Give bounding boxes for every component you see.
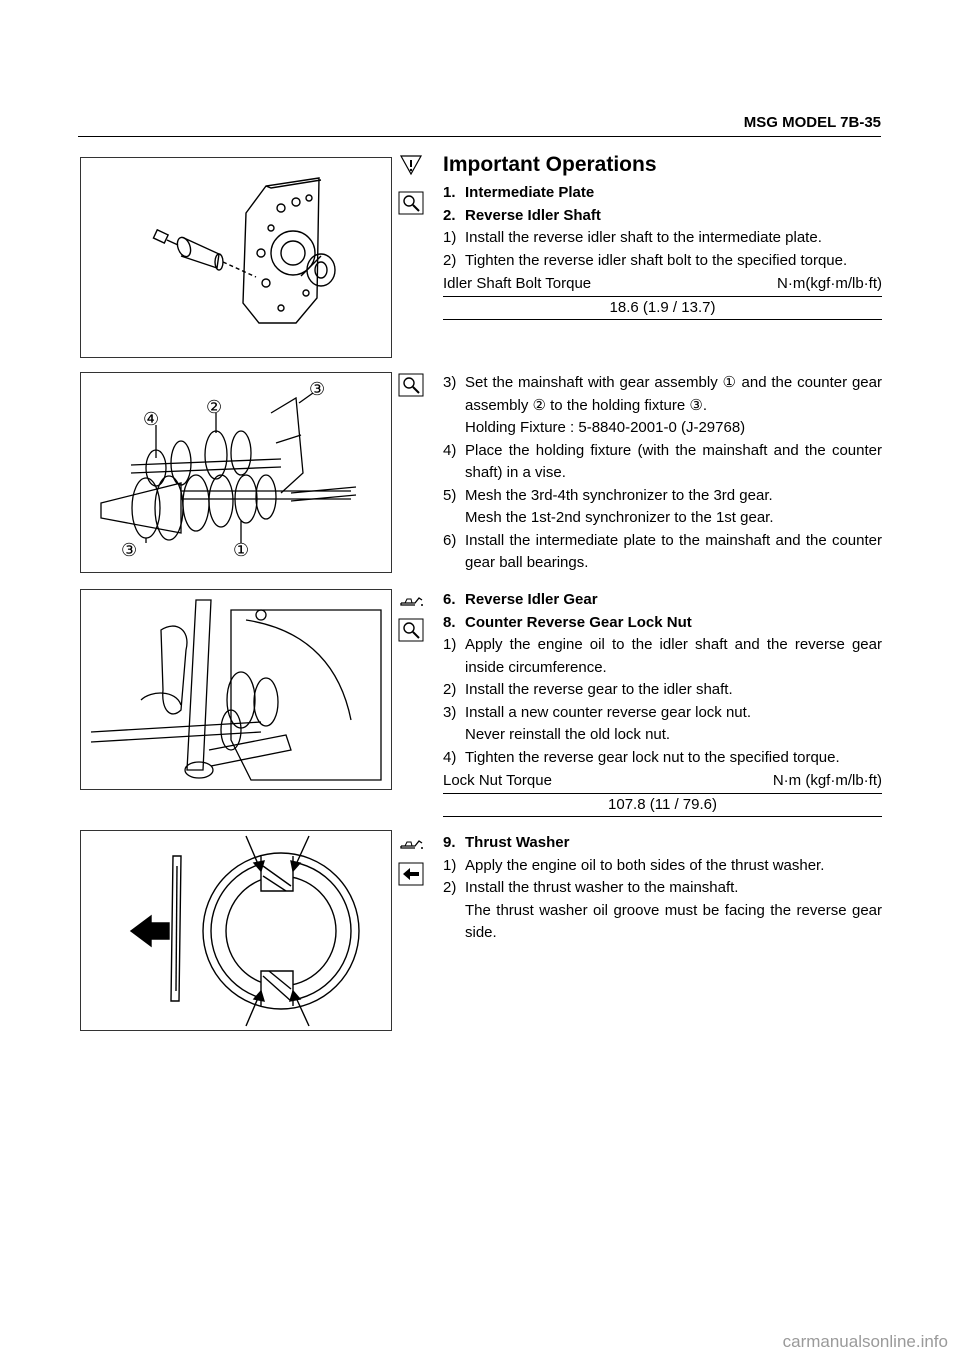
inspect-icon [397, 190, 427, 214]
torque-spec-header [443, 770, 882, 794]
callout-1: ① [233, 540, 250, 561]
list-item: 2. Reverse Idler Shaft [443, 206, 601, 224]
callout-3-top: ③ [309, 379, 326, 400]
inspect-icon [397, 372, 427, 396]
callout-3-bottom: ③ [121, 540, 138, 561]
torque-spec-value: 18.6 (1.9 / 13.7) [443, 297, 882, 321]
torque-spec-value: 107.8 (11 / 79.6) [443, 794, 882, 818]
reverse-idler-gear-illustration [81, 590, 391, 789]
section-gear-assembly [443, 372, 882, 575]
section-thrust-washer [443, 832, 882, 945]
spec-label: Idler Shaft Bolt Torque [443, 275, 592, 292]
thrust-washer-illustration [81, 831, 391, 1030]
inspect-icon [397, 617, 427, 641]
step: 4) Place the holding fixture (with the mainshaft and the counter shaft) in a vise. [443, 441, 882, 481]
spec-unit: N·m (kgf·m/lb·ft) [772, 772, 882, 789]
spec-unit: N·m(kgf·m/lb·ft) [777, 275, 882, 292]
step: 2) Tighten the reverse idler shaft bolt to the specified torque. [443, 251, 848, 269]
list-item: 6. Reverse Idler Gear [443, 591, 598, 608]
step: 1) Apply the engine oil to the idler shaft and the reverse gear inside circumference. [443, 636, 882, 676]
section-reverse-idler-gear [443, 589, 882, 817]
list-item: 8. Counter Reverse Gear Lock Nut [443, 613, 692, 631]
warning-icon [397, 152, 427, 176]
intermediate-plate-illustration [81, 158, 391, 357]
gear-assembly-illustration [81, 373, 391, 572]
oil-can-icon [397, 589, 427, 613]
step-note: The thrust washer oil groove must be facing the reverse gear side. [465, 901, 882, 941]
watermark-credit: carmanualsonline.info [782, 1332, 948, 1351]
step: 3) Set the mainshaft with gear assembly ① and the counter gear assembly ② to the holding fixture ③. [443, 374, 882, 414]
page-header [78, 112, 881, 137]
figure-intermediate-plate [80, 157, 392, 358]
direction-arrow-icon [397, 861, 427, 885]
callout-4: ④ [143, 409, 160, 430]
step: 4) Tighten the reverse gear lock nut to the specified torque. [443, 748, 840, 766]
section-intermediate-plate [443, 152, 882, 320]
section-heading: Important Operations [443, 153, 657, 176]
step: 6) Install the intermediate plate to the mainshaft and the counter gear ball bearings. [443, 531, 882, 571]
oil-can-icon [397, 832, 427, 856]
torque-spec-header [443, 273, 882, 297]
step: 5) Mesh the 3rd-4th synchronizer to the 3rd gear. [443, 486, 773, 504]
step: 1) Apply the engine oil to both sides of the thrust washer. [443, 856, 825, 874]
spec-label: Lock Nut Torque [443, 772, 552, 789]
callout-2: ② [206, 397, 223, 418]
step-note: Never reinstall the old lock nut. [465, 726, 671, 743]
step-note: Mesh the 1st-2nd synchronizer to the 1st gear. [465, 509, 774, 526]
page-title: MSG MODEL 7B-35 [743, 114, 881, 131]
figure-gear-assembly [80, 372, 392, 573]
step-note: Holding Fixture : 5-8840-2001-0 (J-29768) [465, 419, 746, 436]
figure-reverse-idler-gear [80, 589, 392, 790]
step: 3) Install a new counter reverse gear lock nut. [443, 703, 751, 721]
step: 2) Install the reverse gear to the idler shaft. [443, 681, 733, 698]
list-item: 1. Intermediate Plate [443, 184, 595, 201]
step: 2) Install the thrust washer to the mainshaft. [443, 879, 739, 896]
figure-thrust-washer [80, 830, 392, 1031]
list-item: 9. Thrust Washer [443, 834, 570, 851]
step: 1) Install the reverse idler shaft to the intermediate plate. [443, 229, 822, 246]
